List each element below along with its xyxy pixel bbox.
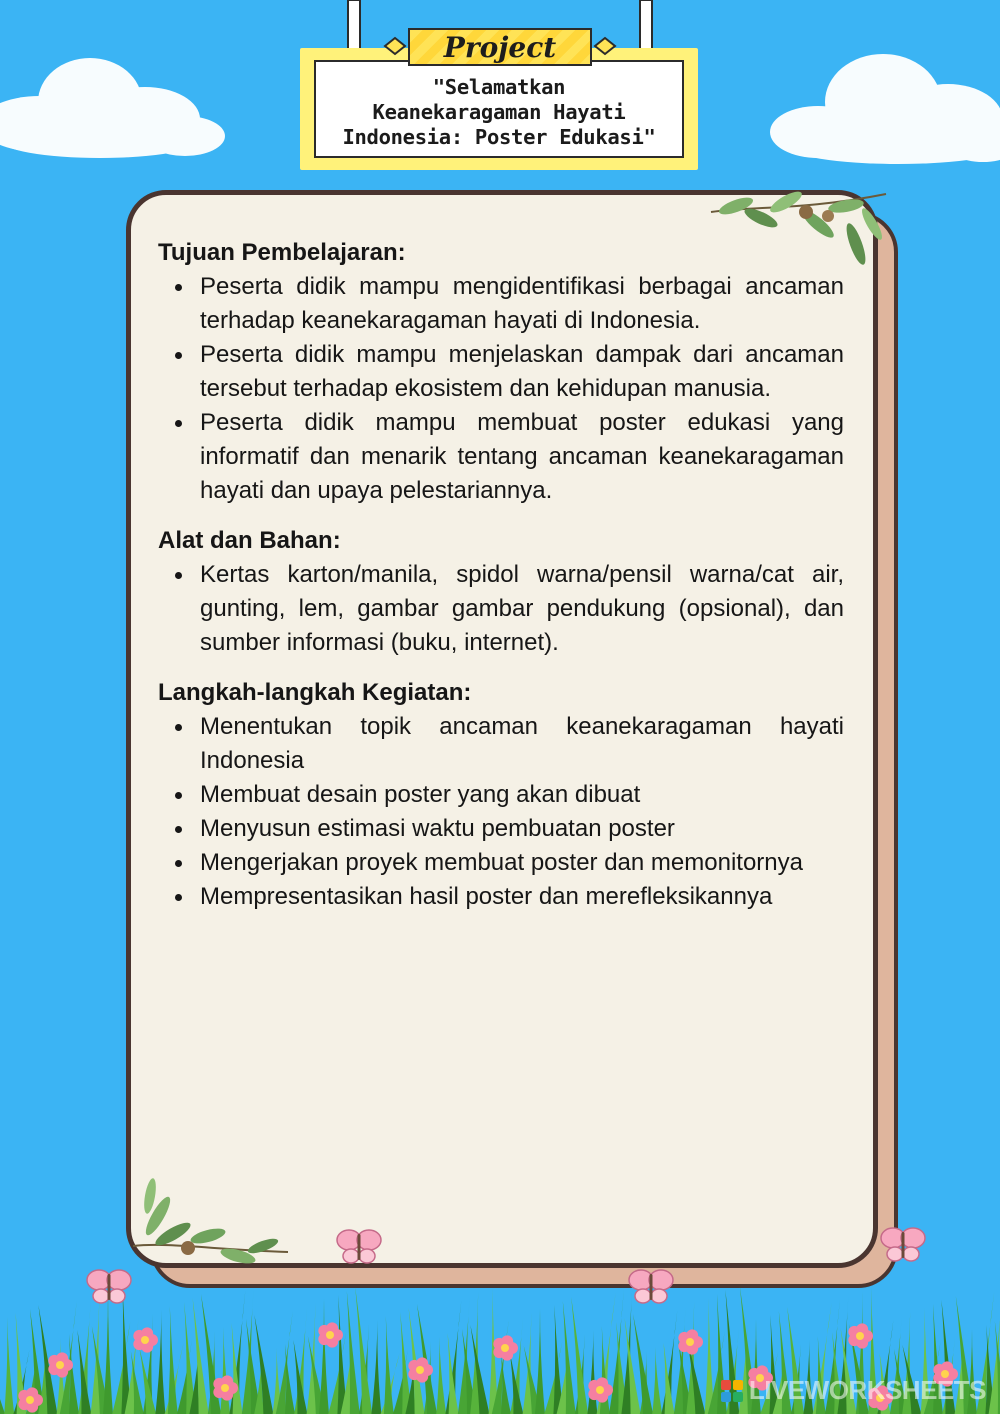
butterfly-icon <box>880 1222 926 1266</box>
butterfly-icon <box>336 1224 382 1268</box>
liveworksheets-logo-icon <box>721 1380 743 1402</box>
butterfly-icon <box>628 1264 674 1308</box>
list-item: Menentukan topik ancaman keanekaragaman hayati Indonesia <box>158 710 844 778</box>
butterfly-icon <box>86 1264 132 1308</box>
content-area <box>158 236 844 930</box>
leaf-branch-icon <box>128 1176 298 1266</box>
grass-blade <box>285 1344 295 1414</box>
grass-blade <box>319 1299 329 1414</box>
objectives-list <box>158 270 844 508</box>
list-item: Peserta didik mampu mengidentifikasi berbagai ancaman terhadap keanekaragaman hayati di Indonesia. <box>158 270 844 338</box>
section-objectives <box>158 236 844 508</box>
flower-icon <box>133 1327 158 1352</box>
grass-blade <box>436 1337 446 1414</box>
steps-list <box>158 710 844 914</box>
materials-list <box>158 558 844 660</box>
watermark <box>721 1375 986 1406</box>
grass-blade <box>168 1306 178 1414</box>
grass-blade <box>355 1287 372 1414</box>
section-heading: Alat dan Bahan: <box>158 527 341 554</box>
grass-blade <box>652 1347 662 1414</box>
section-steps <box>158 676 844 914</box>
grass-blade <box>571 1297 588 1414</box>
flower-icon <box>588 1377 613 1402</box>
project-ribbon <box>408 28 592 66</box>
list-item: Menyusun estimasi waktu pembuatan poster <box>158 812 844 846</box>
flower-icon <box>678 1329 703 1354</box>
grass-blade <box>220 1327 230 1414</box>
list-item: Mempresentasikan hasil poster dan merefleksikannya <box>158 880 844 914</box>
title-sign <box>0 0 1000 180</box>
section-heading: Langkah-langkah Kegiatan: <box>158 679 472 706</box>
list-item: Peserta didik mampu menjelaskan dampak dari ancaman tersebut terhadap ekosistem dan kehidupan manusia. <box>158 338 844 406</box>
grass-blade <box>535 1309 545 1414</box>
watermark-text: LIVEWORKSHEETS <box>748 1375 986 1405</box>
list-item: Membuat desain poster yang akan dibuat <box>158 778 844 812</box>
grass-blade <box>4 1317 14 1414</box>
grass-blade <box>371 1320 381 1414</box>
grass-blade <box>384 1316 394 1414</box>
list-item: Kertas karton/manila, spidol warna/pensil warna/cat air, gunting, lem, gambar gambar pendukung (opsional), dan sumber informasi (buku, internet). <box>158 558 844 660</box>
section-heading: Tujuan Pembelajaran: <box>158 239 406 266</box>
flower-icon <box>848 1323 873 1348</box>
grass-blade <box>587 1330 597 1414</box>
list-item: Mengerjakan proyek membuat poster dan memonitornya <box>158 846 844 880</box>
project-label: Project <box>443 30 557 64</box>
grass-blade <box>0 1354 5 1414</box>
flower-icon <box>493 1335 518 1360</box>
grass-blade <box>155 1310 165 1414</box>
grass-blade <box>69 1334 79 1414</box>
section-materials <box>158 524 844 660</box>
page-title: "Selamatkan Keanekaragaman Hayati Indonesia: Poster Edukasi" <box>342 75 656 149</box>
list-item: Peserta didik mampu membuat poster edukasi yang informatif dan menarik tentang ancaman keanekaragaman hayati dan upaya pelestariannya. <box>158 406 844 508</box>
